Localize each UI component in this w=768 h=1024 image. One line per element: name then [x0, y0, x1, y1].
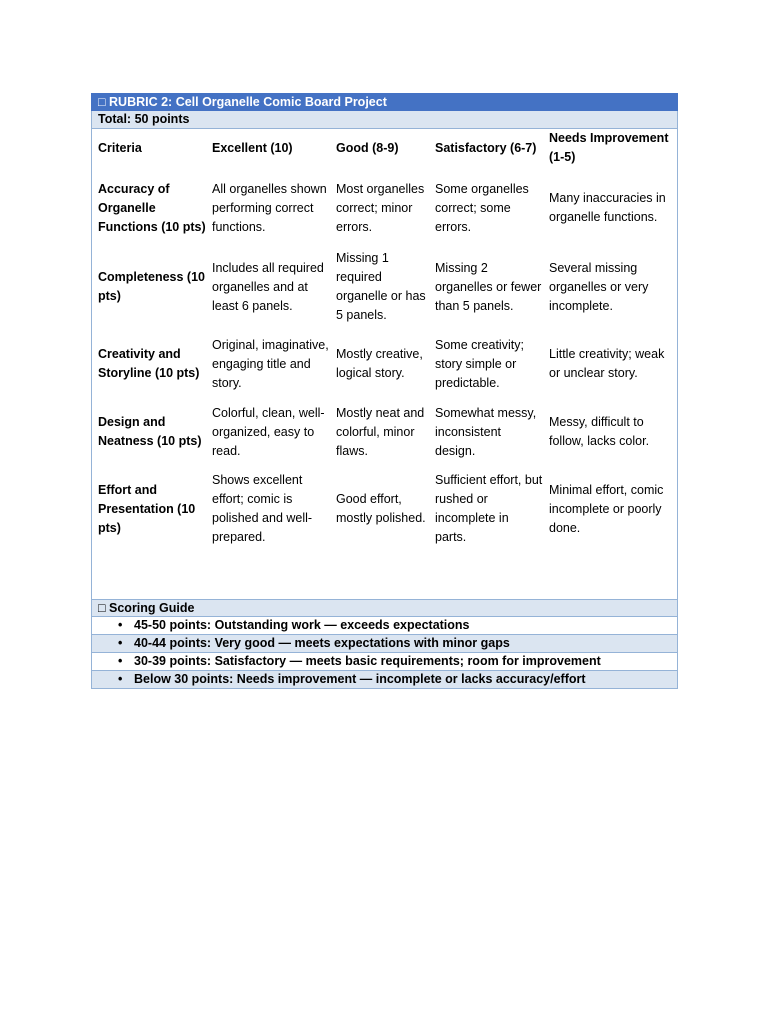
satisfactory-cell: Some organelles correct; some errors. [435, 181, 529, 234]
rubric-table [91, 129, 678, 599]
table-row [92, 167, 677, 249]
bullet-icon: • [118, 618, 123, 632]
excellent-cell: Shows excellent effort; comic is polished and well-prepared. [212, 473, 313, 544]
scoring-guide-text: 30-39 points: Satisfactory — meets basic requirements; room for improvement [134, 654, 601, 668]
header-good: Good (8-9) [336, 140, 399, 155]
bullet-icon: • [118, 672, 123, 686]
needs-improvement-cell: Many inaccuracies in organelle functions. [549, 191, 666, 224]
table-row [92, 403, 677, 461]
needs-improvement-cell: Little creativity; weak or unclear story. [549, 347, 665, 380]
scoring-guide-text: 40-44 points: Very good — meets expectations with minor gaps [134, 636, 510, 650]
criteria-cell: Creativity and Storyline (10 pts) [98, 347, 200, 380]
needs-improvement-cell: Minimal effort, comic incomplete or poorly done. [549, 482, 664, 535]
good-cell: Mostly neat and colorful, minor flaws. [336, 405, 425, 458]
satisfactory-cell: Some creativity; story simple or predictable. [435, 337, 524, 390]
needs-improvement-cell: Messy, difficult to follow, lacks color. [549, 415, 650, 448]
criteria-cell: Completeness (10 pts) [98, 270, 205, 303]
scoring-guide-item [91, 635, 678, 653]
header-needs-improvement: Needs Improvement (1-5) [549, 131, 669, 164]
excellent-cell: Colorful, clean, well-organized, easy to read. [212, 405, 325, 458]
needs-improvement-cell: Several missing organelles or very incomplete. [549, 260, 649, 313]
scoring-guide-text: Below 30 points: Needs improvement — incomplete or lacks accuracy/effort [134, 672, 586, 686]
excellent-cell: Includes all required organelles and at least 6 panels. [212, 260, 324, 313]
total-points: Total: 50 points [91, 111, 678, 129]
excellent-cell: Original, imaginative, engaging title and story. [212, 337, 329, 390]
table-row [92, 461, 677, 557]
rubric-title: □ RUBRIC 2: Cell Organelle Comic Board Project [91, 93, 678, 111]
table-header-row [92, 129, 677, 167]
good-cell: Mostly creative, logical story. [336, 347, 423, 380]
scoring-guide-item [91, 671, 678, 689]
scoring-guide-item [91, 617, 678, 635]
table-row [92, 249, 677, 325]
excellent-cell: All organelles shown performing correct functions. [212, 181, 327, 234]
header-satisfactory: Satisfactory (6-7) [435, 140, 537, 155]
satisfactory-cell: Sufficient effort, but rushed or incomplete in parts. [435, 473, 543, 544]
good-cell: Missing 1 required organelle or has 5 panels. [336, 251, 426, 322]
header-excellent: Excellent (10) [212, 140, 293, 155]
table-row [92, 325, 677, 403]
satisfactory-cell: Missing 2 organelles or fewer than 5 panels. [435, 260, 542, 313]
criteria-cell: Accuracy of Organelle Functions (10 pts) [98, 181, 206, 234]
scoring-guide-text: 45-50 points: Outstanding work — exceeds expectations [134, 618, 470, 632]
good-cell: Most organelles correct; minor errors. [336, 181, 425, 234]
bullet-icon: • [118, 636, 123, 650]
satisfactory-cell: Somewhat messy, inconsistent design. [435, 405, 537, 458]
rubric-document [91, 93, 678, 689]
good-cell: Good effort, mostly polished. [336, 492, 426, 525]
header-criteria: Criteria [98, 140, 142, 155]
bullet-icon: • [118, 654, 123, 668]
criteria-cell: Design and Neatness (10 pts) [98, 415, 202, 448]
criteria-cell: Effort and Presentation (10 pts) [98, 482, 196, 535]
scoring-guide-title: □ Scoring Guide [91, 599, 678, 617]
scoring-guide-item [91, 653, 678, 671]
